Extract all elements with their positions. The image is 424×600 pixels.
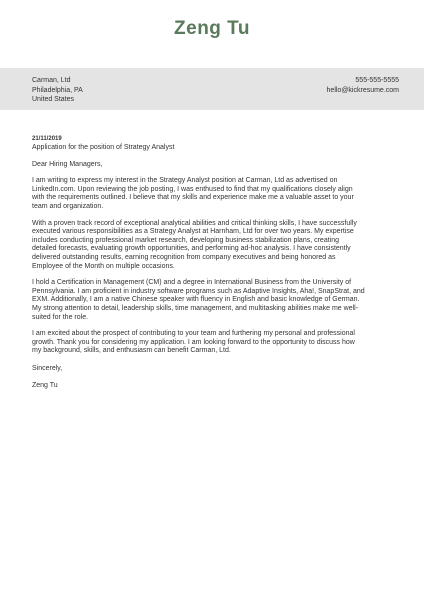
paragraph-line: executed various responsibilities as a Strategy Analyst at Harnham, Ltd for over two years. My expertise <box>32 228 354 236</box>
letter-closing: Sincerely, <box>32 364 63 372</box>
sender-contact <box>327 76 399 95</box>
paragraph-line: I hold a Certification in Management (CM) and a degree in International Business from the University of <box>32 279 352 287</box>
paragraph-intro <box>32 177 402 211</box>
paragraph-line: I am writing to express my interest in the Strategy Analyst position at Carman, Ltd as advertised on <box>32 177 338 185</box>
paragraph-line: includes conducting professional market research, developing business stabilization plans, creating <box>32 236 340 244</box>
paragraph-line: EXM. Additionally, I am a native Chinese speaker with fluency in English and basic knowledge of German. <box>32 296 360 304</box>
paragraph-line: Pennsylvania. I am proficient in industry software programs such as Adaptive Insights, Aha!, SnapStrat, and <box>32 287 365 295</box>
letter-date: 21/11/2019 <box>32 136 62 142</box>
paragraph-line: Employee of the Month on multiple occasions. <box>32 262 175 270</box>
email-address: hello@kickresume.com <box>326 86 399 94</box>
paragraph-line: team and organization. <box>32 202 104 210</box>
paragraph-line: delivered outstanding results, earning recognition from company executives and being honored as <box>32 253 336 261</box>
paragraph-line: suited for the role. <box>32 313 89 321</box>
letter-greeting: Dear Hiring Managers, <box>32 160 103 168</box>
company-name: Carman, Ltd <box>32 77 71 84</box>
paragraph-experience <box>32 220 402 272</box>
letter-signature: Zeng Tu <box>32 382 58 390</box>
paragraph-line: With a proven track record of exceptional analytical abilities and critical thinking skills, I have successfully <box>32 219 357 227</box>
letter-body <box>32 136 402 391</box>
paragraph-line: my background, skills, and enthusiasm can benefit Carman, Ltd. <box>32 347 231 355</box>
recipient-address <box>32 76 83 105</box>
letter-subject: Application for the position of Strategy Analyst <box>32 144 175 151</box>
paragraph-line: My strong attention to detail, leadership skills, time management, and multitasking abilities make me well- <box>32 304 359 312</box>
applicant-name: Zeng Tu <box>174 18 250 39</box>
paragraph-line: growth. Thank you for considering my application. I am looking forward to the opportunity to discuss how <box>32 338 355 346</box>
company-city: Philadelphia, PA <box>32 86 83 94</box>
paragraph-line: I am excited about the prospect of contributing to your team and furthering my personal and professional <box>32 330 355 338</box>
paragraph-qualifications <box>32 279 402 322</box>
paragraph-line: detailed forecasts, evaluating growth opportunities, and performing ad-hoc analysis. I have consistently <box>32 245 351 253</box>
company-country: United States <box>32 96 75 103</box>
paragraph-closing <box>32 330 402 356</box>
contact-band <box>0 68 424 110</box>
paragraph-line: with the requirements outlined. I believe that my skills and experience make me a valuable asset to your <box>32 194 354 202</box>
paragraph-line: LinkedIn.com. Upon reviewing the job posting, I was enthused to find that my qualifications closely align <box>32 185 353 193</box>
phone-number: 555-555-5555 <box>355 77 399 84</box>
